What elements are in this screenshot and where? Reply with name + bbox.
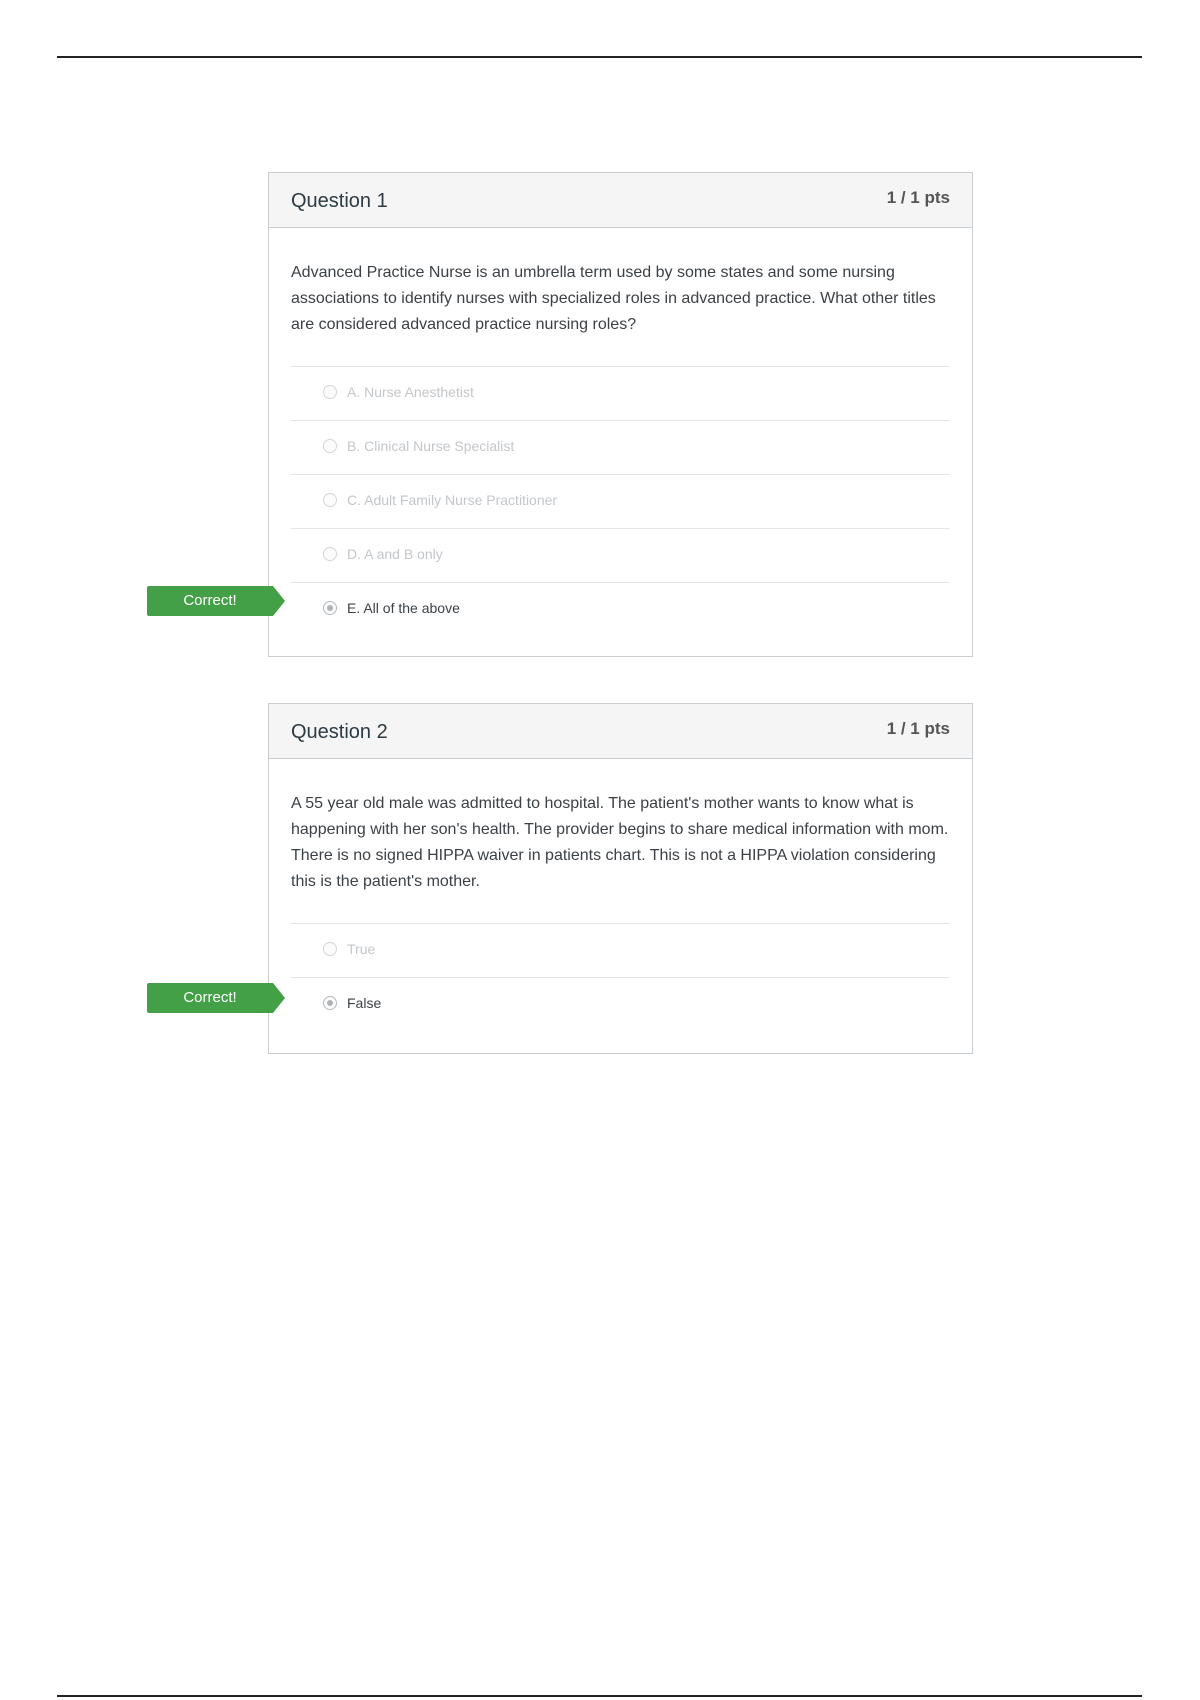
radio-button[interactable] [323,385,337,399]
question-2-card [268,703,973,1054]
radio-button[interactable] [323,942,337,956]
correct-flag-question-2 [147,983,285,1013]
radio-button-checked[interactable] [323,996,337,1010]
answer-option[interactable] [291,420,950,474]
radio-button[interactable] [323,493,337,507]
page-top-rule [57,56,1142,58]
correct-label: Correct! [183,989,237,1006]
radio-button[interactable] [323,439,337,453]
question-2-points: 1 / 1 pts [886,719,950,738]
flag-arrow-tip [273,983,285,1013]
answer-option-selected[interactable] [291,977,950,1031]
answer-label: D. A and B only [347,546,443,562]
page-bottom-rule [57,1695,1142,1697]
answer-option[interactable] [291,474,950,528]
question-2-answers [291,923,950,1031]
correct-flag-question-1 [147,586,285,616]
question-1-text: Advanced Practice Nurse is an umbrella term used by some states and some nursing associations to identify nurses with specialized roles in advanced practice. What other titles are considered advanced practice nursing roles? [291,264,936,333]
answer-option[interactable] [291,366,950,420]
answer-label: False [347,995,382,1011]
question-1-card [268,172,973,657]
question-2-header [269,704,972,759]
answer-label: A. Nurse Anesthetist [347,384,474,400]
question-1-answers [291,366,950,636]
answer-label: E. All of the above [347,600,460,616]
correct-label: Correct! [183,592,237,609]
answer-label: True [347,941,376,957]
answer-label: C. Adult Family Nurse Practitioner [347,492,558,508]
question-2-title: Question 2 [291,721,388,743]
question-1-points: 1 / 1 pts [886,188,950,207]
radio-button[interactable] [323,547,337,561]
question-1-header [269,173,972,228]
flag-arrow-tip [273,586,285,616]
question-2-text: A 55 year old male was admitted to hospital. The patient's mother wants to know what is happening with her son's health. The provider begins to share medical information with mom. There is no signed HIPPA waiver in patients chart. This is not a HIPPA violation considering this is the patient's mother. [291,795,949,890]
answer-option-selected[interactable] [291,582,950,636]
answer-option[interactable] [291,528,950,582]
radio-button-checked[interactable] [323,601,337,615]
answer-label: B. Clinical Nurse Specialist [347,438,515,454]
answer-option[interactable] [291,923,950,977]
question-1-title: Question 1 [291,190,388,212]
